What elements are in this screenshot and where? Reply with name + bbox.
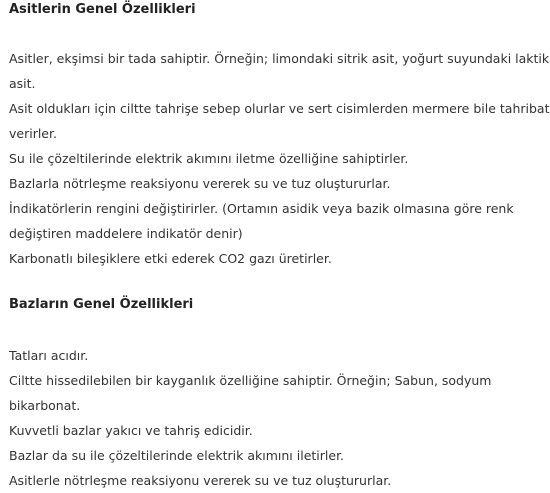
acids-text-line: asit. [9, 76, 36, 91]
bases-text-line: Asitlerle nötrleşme reaksiyonu vererek su ve tuz oluştururlar. [9, 473, 392, 488]
acids-text-line: Bazlarla nötrleşme reaksiyonu vererek su ve tuz oluştururlar. [9, 176, 391, 191]
acids-text-line: değiştiren maddelere indikatör denir) [9, 226, 243, 241]
acids-text-line: İndikatörlerin rengini değiştirirler. (Ortamın asidik veya bazik olmasına göre renk [9, 201, 514, 216]
acids-text-line: Su ile çözeltilerinde elektrik akımını iletme özelliğine sahiptirler. [9, 151, 409, 166]
bases-text-line: Tatları acıdır. [9, 348, 89, 363]
bases-section-title: Bazların Genel Özellikleri [9, 297, 194, 312]
acids-text-line: verirler. [9, 126, 57, 141]
bases-text-line: Ciltte hissedilebilen bir kayganlık özelliğine sahiptir. Örneğin; Sabun, sodyum [9, 373, 492, 388]
acids-text-line: Asit oldukları için ciltte tahrişe sebep olurlar ve sert cisimlerden mermere bile tahribat [9, 101, 550, 116]
acids-text-line: Asitler, ekşimsi bir tada sahiptir. Örneğin; limondaki sitrik asit, yoğurt suyundaki laktik [9, 51, 550, 66]
acids-properties-text [9, 46, 550, 271]
bases-text-line: Kuvvetli bazlar yakıcı ve tahriş edicidir. [9, 423, 253, 438]
acids-section-title: Asitlerin Genel Özellikleri [9, 2, 196, 17]
bases-text-line: Bazlar da su ile çözeltilerinde elektrik akımını iletirler. [9, 448, 345, 463]
bases-properties-text [9, 343, 541, 493]
acids-text-line: Karbonatlı bileşiklere etki ederek CO2 gazı üretirler. [9, 251, 332, 266]
bases-text-line: bikarbonat. [9, 398, 81, 413]
